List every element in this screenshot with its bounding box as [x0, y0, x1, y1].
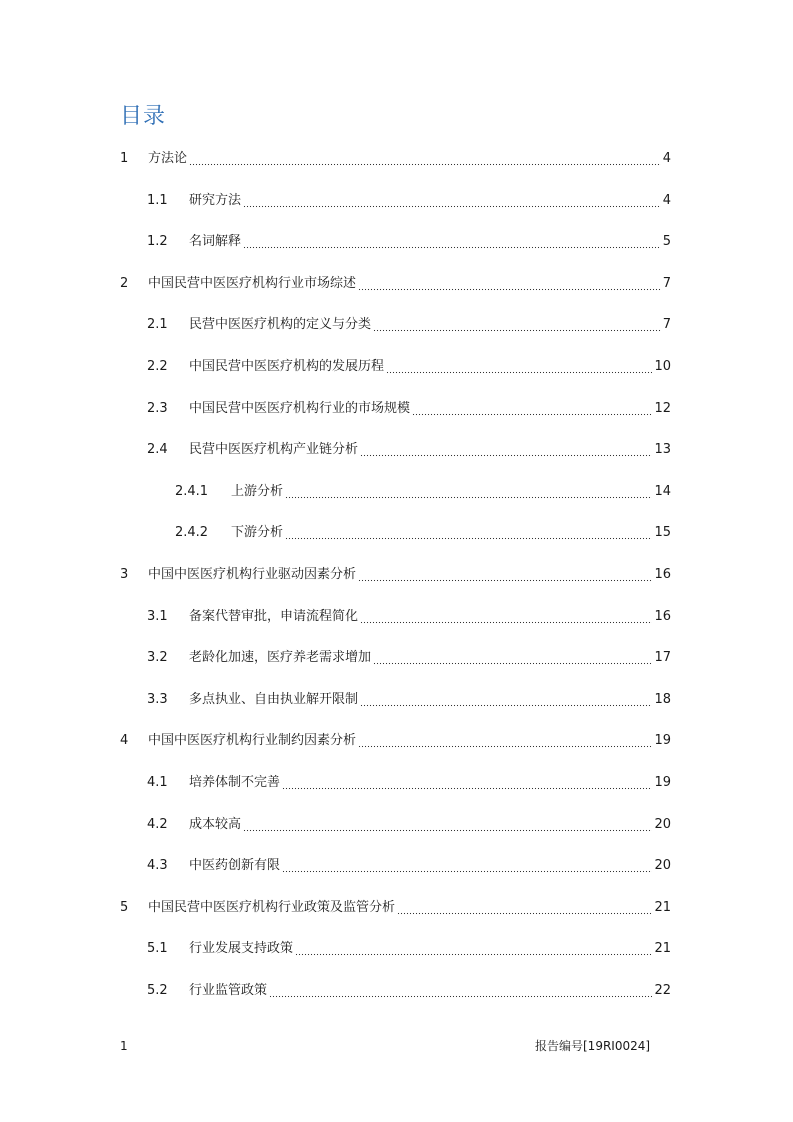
footer-report-id: 报告编号[19RI0024] — [535, 1039, 651, 1053]
toc-entry-page[interactable]: 7 — [662, 275, 671, 291]
toc-entry-title[interactable]: 中国民营中医医疗机构行业市场综述 — [148, 275, 357, 291]
toc-entry-line — [189, 854, 671, 878]
toc-entry[interactable] — [0, 979, 793, 1003]
footer-page-number: 1 — [120, 1039, 128, 1053]
toc-entry-title[interactable]: 上游分析 — [231, 483, 284, 499]
toc-entry-number: 3 — [120, 567, 129, 582]
toc-entry-line — [231, 521, 671, 545]
toc-entry-number: 3.3 — [147, 691, 168, 707]
dot-leader — [360, 438, 652, 462]
toc-entry-page[interactable]: 21 — [654, 941, 671, 957]
toc-entry[interactable] — [0, 729, 793, 753]
dot-leader — [358, 729, 652, 753]
dot-leader — [269, 979, 652, 1003]
toc-entry-title[interactable]: 中国中医医疗机构行业制约因素分析 — [148, 733, 357, 749]
toc-entry-page[interactable]: 4 — [662, 192, 671, 208]
toc-entry[interactable] — [0, 480, 793, 504]
toc-entry-title[interactable]: 老龄化加速，医疗养老需求增加 — [189, 650, 372, 666]
dot-leader — [243, 230, 661, 254]
toc-entry-number: 3.2 — [147, 650, 168, 666]
toc-entry-title[interactable]: 中国中医医疗机构行业驱动因素分析 — [148, 567, 357, 582]
toc-entry-line — [148, 147, 671, 171]
toc-entry-number: 4 — [120, 733, 129, 749]
dot-leader — [282, 854, 652, 878]
toc-entry-line — [189, 397, 671, 421]
toc-entry-title[interactable]: 民营中医医疗机构产业链分析 — [189, 442, 359, 458]
toc-entry-page[interactable]: 12 — [654, 400, 671, 416]
toc-entry-title[interactable]: 方法论 — [148, 151, 188, 166]
toc-entry-title[interactable]: 行业发展支持政策 — [189, 941, 294, 957]
toc-entry[interactable] — [0, 189, 793, 213]
toc-entry-page[interactable]: 17 — [654, 650, 671, 666]
toc-entry[interactable] — [0, 147, 793, 171]
toc-entry[interactable] — [0, 521, 793, 545]
toc-entry-number: 4.2 — [147, 816, 168, 832]
toc-entry-line — [189, 937, 671, 961]
dot-leader — [285, 521, 652, 545]
dot-leader — [386, 355, 652, 379]
toc-entry-title[interactable]: 培养体制不完善 — [189, 775, 281, 790]
toc-entry[interactable] — [0, 854, 793, 878]
toc-entry-title[interactable]: 中国民营中医医疗机构的发展历程 — [189, 359, 385, 374]
dot-leader — [412, 397, 652, 421]
dot-leader — [285, 480, 652, 504]
toc-entry-title[interactable]: 中医药创新有限 — [189, 858, 281, 874]
toc-entry-number: 1.2 — [147, 234, 168, 250]
toc-entry-page[interactable]: 19 — [654, 775, 671, 790]
toc-entry[interactable] — [0, 688, 793, 712]
toc-entry-page[interactable]: 15 — [654, 525, 671, 541]
toc-entry-line — [148, 563, 671, 587]
toc-entry[interactable] — [0, 937, 793, 961]
toc-entry-page[interactable]: 19 — [654, 733, 671, 749]
toc-entry-number: 2.4 — [147, 442, 168, 458]
toc-entry[interactable] — [0, 230, 793, 254]
dot-leader — [358, 272, 661, 296]
dot-leader — [360, 688, 652, 712]
toc-entry-line — [189, 979, 671, 1003]
toc-entry-line — [189, 313, 671, 337]
toc-entry-page[interactable]: 16 — [654, 567, 671, 582]
toc-entry-page[interactable]: 22 — [654, 983, 671, 998]
toc-entry-page[interactable]: 7 — [662, 317, 671, 333]
toc-entry-number: 4.1 — [147, 775, 168, 790]
toc-entry-page[interactable]: 20 — [654, 816, 671, 832]
toc-entry-number: 2.4.2 — [175, 525, 209, 541]
toc-entry[interactable] — [0, 813, 793, 837]
toc-entry-line — [189, 438, 671, 462]
toc-entry[interactable] — [0, 646, 793, 670]
dot-leader — [358, 563, 652, 587]
toc-entry-line — [189, 230, 671, 254]
toc-entry-page[interactable]: 18 — [654, 691, 671, 707]
toc-entry[interactable] — [0, 896, 793, 920]
toc-entry[interactable] — [0, 563, 793, 587]
toc-entry-title[interactable]: 中国民营中医医疗机构行业的市场规模 — [189, 400, 411, 416]
toc-entry-title[interactable]: 多点执业、自由执业解开限制 — [189, 691, 359, 707]
toc-entry-page[interactable]: 16 — [654, 608, 671, 624]
toc-entry-number: 5.2 — [147, 983, 168, 998]
toc-entry-number: 5.1 — [147, 941, 168, 957]
toc-entry-line — [189, 646, 671, 670]
toc-entry-page[interactable]: 21 — [654, 899, 671, 915]
toc-entry-title[interactable]: 备案代替审批，申请流程简化 — [189, 608, 359, 624]
toc-entry-number: 2.2 — [147, 359, 168, 374]
toc-entry-title[interactable]: 研究方法 — [189, 192, 242, 208]
toc-entry-line — [189, 355, 671, 379]
toc-entry-number: 1.1 — [147, 192, 168, 208]
toc-entry-line — [189, 813, 671, 837]
toc-entry-page[interactable]: 14 — [654, 483, 671, 499]
dot-leader — [243, 813, 652, 837]
toc-entry-page[interactable]: 13 — [654, 442, 671, 458]
toc-entry-line — [148, 896, 671, 920]
toc-entry-number: 2.4.1 — [175, 483, 209, 499]
dot-leader — [397, 896, 652, 920]
toc-entry-line — [148, 272, 671, 296]
toc-entry-title[interactable]: 中国民营中医医疗机构行业政策及监管分析 — [148, 899, 396, 915]
toc-entry-page[interactable]: 20 — [654, 858, 671, 874]
toc-entry-number: 2.1 — [147, 317, 168, 333]
toc-entry-title[interactable]: 民营中医医疗机构的定义与分类 — [189, 317, 372, 333]
toc-entry-number: 5 — [120, 899, 129, 915]
toc-entry[interactable] — [0, 438, 793, 462]
toc-entry-number: 4.3 — [147, 858, 168, 874]
toc-entry-line — [189, 189, 671, 213]
toc-entry-line — [189, 605, 671, 629]
toc-entry-number: 2.3 — [147, 400, 168, 416]
toc-entry-page[interactable]: 10 — [654, 359, 671, 374]
dot-leader — [360, 605, 652, 629]
dot-leader — [282, 771, 652, 795]
toc-entry[interactable] — [0, 771, 793, 795]
toc-entry-title[interactable]: 名词解释 — [189, 234, 242, 250]
dot-leader — [243, 189, 661, 213]
toc-entry-title[interactable]: 下游分析 — [231, 525, 284, 541]
toc-entry[interactable] — [0, 605, 793, 629]
dot-leader — [189, 147, 661, 171]
toc-entry[interactable] — [0, 313, 793, 337]
page-title: 目录 — [120, 104, 167, 129]
toc-entry-page[interactable]: 5 — [662, 234, 671, 250]
toc-entry-number: 2 — [120, 275, 129, 291]
toc-entry-line — [189, 771, 671, 795]
toc-entry-line — [148, 729, 671, 753]
toc-entry-page[interactable]: 4 — [662, 151, 671, 166]
toc-entry-line — [189, 688, 671, 712]
toc-entry-number: 3.1 — [147, 608, 168, 624]
toc-entry[interactable] — [0, 272, 793, 296]
toc-entry-title[interactable]: 成本较高 — [189, 816, 242, 832]
dot-leader — [295, 937, 652, 961]
toc-entry[interactable] — [0, 397, 793, 421]
dot-leader — [373, 313, 661, 337]
toc-entry-title[interactable]: 行业监管政策 — [189, 983, 268, 998]
toc-entry[interactable] — [0, 355, 793, 379]
toc-entry-line — [231, 480, 671, 504]
dot-leader — [373, 646, 652, 670]
toc-entry-number: 1 — [120, 151, 129, 166]
